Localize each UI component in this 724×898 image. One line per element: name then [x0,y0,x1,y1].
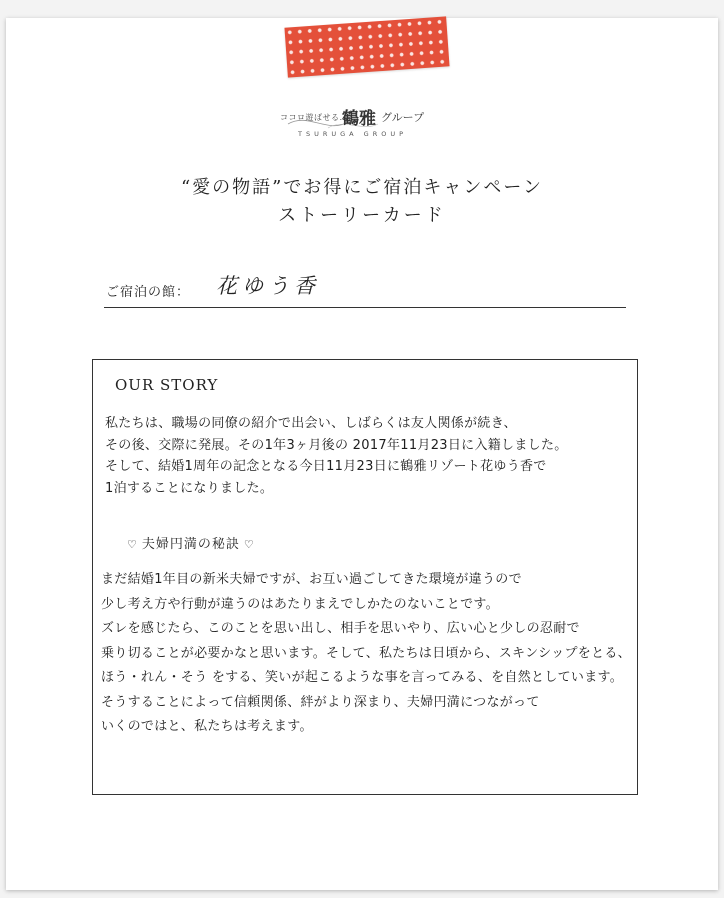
story-paragraph-1 [105,413,568,499]
decorative-tape [284,16,449,77]
story-line: ほう・れん・そう をする、笑いが起こるような事を言ってみる、を自然としています。 [101,670,624,685]
logo-tagline: ココロ遊ばせる…… [280,113,357,122]
our-story-box [92,359,638,795]
story-line: そうすることによって信頼関係、絆がより深まり、夫婦円満につながって [101,694,540,710]
story-line: 私たちは、職場の同僚の紹介で出会い、しばらくは友人関係が続き、 [105,416,517,431]
heart-icon: ♡ [127,538,138,551]
story-line: いくのではと、私たちは考えます。 [101,719,313,734]
story-paragraph-2 [101,568,631,740]
logo-group: グループ [381,111,425,124]
logo-brand: 鶴雅 [342,109,376,129]
story-line: まだ結婚1年目の新米夫婦ですが、お互い過ごしてきた環境が違うので [101,572,522,587]
story-line: その後、交際に発展。その1年3ヶ月後の 2017年11月23日に入籍しました。 [105,437,568,453]
inn-name: 花ゆう香 [216,274,320,298]
story-line: 乗り切ることが必要かなと思います。そして、私たちは日頃から、スキンシップをとる、 [101,645,631,661]
story-line: そして、結婚1周年の記念となる今日11月23日に鶴雅リゾート花ゆう香で [105,459,547,474]
secret-heading-text: 夫婦円満の秘訣 [141,537,240,552]
heart-icon: ♡ [243,538,255,551]
tsuruga-group-logo [268,104,468,144]
inn-label: ご宿泊の館： [106,285,191,300]
secret-heading [123,533,259,552]
story-line: 1泊することになりました。 [105,480,274,496]
story-card [6,18,718,890]
campaign-title: “愛の物語”でお得にご宿泊キャンペーン [180,177,544,198]
story-line: 少し考え方や行動が違うのはあたりまえでしかたのないことです。 [101,596,499,612]
story-line: ズレを感じたら、このことを思い出し、相手を思いやり、広い心と少しの忍耐で [101,621,580,636]
card-title: ストーリーカード [278,205,446,226]
logo-romaji: TSURUGA GROUP [298,130,408,138]
story-heading: OUR STORY [115,376,219,394]
inn-underline [104,307,626,308]
